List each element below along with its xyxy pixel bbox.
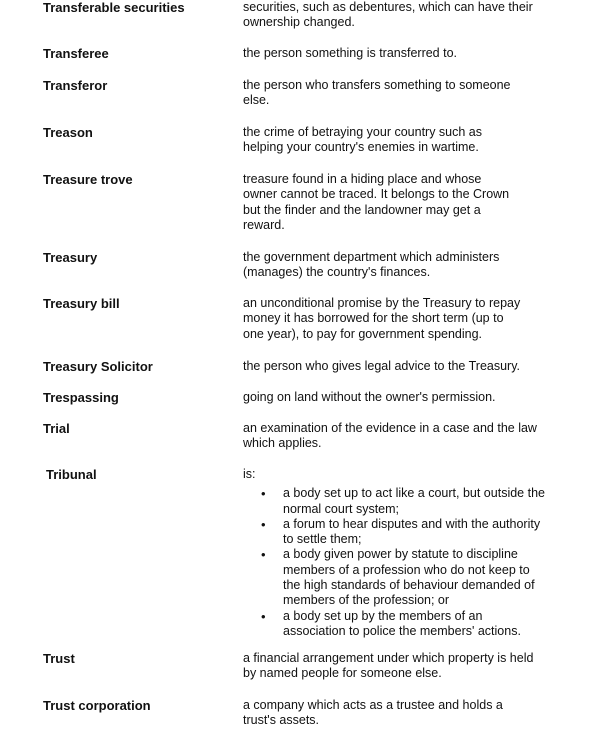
definition-line: which applies. <box>243 436 322 451</box>
bullet-line: a forum to hear disputes and with the authority <box>283 516 541 531</box>
glossary-definition <box>243 390 573 405</box>
glossary-definition <box>243 172 573 233</box>
bullet-line: a body set up by the members of an <box>283 608 483 623</box>
definition-bullet-item <box>243 486 573 517</box>
bullet-line: to settle them; <box>283 532 362 547</box>
glossary-term: Trust corporation <box>43 698 151 713</box>
glossary-definition <box>243 467 573 639</box>
definition-line: ownership changed. <box>243 15 355 30</box>
bullet-line: members of a profession who do not keep to <box>283 562 530 577</box>
glossary-term: Treason <box>43 125 93 140</box>
glossary-term: Trial <box>43 421 70 436</box>
glossary-term: Treasury <box>43 250 98 265</box>
glossary-term: Treasury Solicitor <box>43 359 153 374</box>
glossary-definition <box>243 359 573 374</box>
glossary-definition <box>243 698 573 729</box>
glossary-term: Trust <box>43 651 75 666</box>
bullet-line: a body set up to act like a court, but outside the <box>283 486 545 501</box>
definition-line: a financial arrangement under which property is held <box>243 651 534 665</box>
definition-line: going on land without the owner's permission. <box>243 390 496 404</box>
glossary-term: Transferable securities <box>43 0 185 15</box>
definition-line: trust's assets. <box>243 713 320 728</box>
glossary-definition <box>243 250 573 281</box>
bullet-icon: • <box>261 516 266 532</box>
definition-line: the person something is transferred to. <box>243 46 458 60</box>
glossary-term: Treasury bill <box>43 296 120 311</box>
glossary-definition <box>243 125 573 156</box>
definition-bullet-list <box>243 486 573 639</box>
glossary-definition <box>243 78 573 109</box>
bullet-line: a body given power by statute to discipline <box>283 547 518 562</box>
definition-line: treasure found in a hiding place and whose <box>243 172 482 186</box>
definition-line: a company which acts as a trustee and holds a <box>243 698 503 712</box>
bullet-icon: • <box>261 486 266 502</box>
definition-line: securities, such as debentures, which can have their <box>243 0 533 14</box>
definition-line: owner cannot be traced. It belongs to the Crown <box>243 187 510 202</box>
definition-bullet-item <box>243 517 573 548</box>
glossary-term: Trespassing <box>43 390 119 405</box>
definition-line: the person who gives legal advice to the Treasury. <box>243 359 521 373</box>
glossary-definition <box>243 46 573 61</box>
definition-line: but the finder and the landowner may get a <box>243 202 481 217</box>
definition-line: helping your country's enemies in wartime. <box>243 140 479 155</box>
definition-line: the government department which administers <box>243 250 500 264</box>
definition-line: else. <box>243 93 270 108</box>
glossary-definition <box>243 296 573 342</box>
glossary-term: Tribunal <box>46 467 97 482</box>
definition-line: an examination of the evidence in a case and the law <box>243 421 537 435</box>
bullet-line: normal court system; <box>283 501 400 516</box>
glossary-term: Transferor <box>43 78 108 93</box>
definition-line: one year), to pay for government spending. <box>243 326 483 341</box>
glossary-term: Transferee <box>43 46 109 61</box>
definition-line: reward. <box>243 217 285 232</box>
bullet-line: the high standards of behaviour demanded of <box>283 578 535 593</box>
definition-bullet-item <box>243 609 573 640</box>
bullet-line: association to police the members' actions. <box>283 623 521 638</box>
glossary-term: Treasure trove <box>43 172 133 187</box>
definition-line: by named people for someone else. <box>243 666 442 681</box>
definition-bullet-item <box>243 547 573 608</box>
glossary-definition <box>243 421 573 452</box>
definition-line: the person who transfers something to someone <box>243 78 511 92</box>
definition-line: money it has borrowed for the short term (up to <box>243 311 504 326</box>
definition-line: the crime of betraying your country such as <box>243 125 483 139</box>
bullet-icon: • <box>261 547 266 563</box>
definition-line: is: <box>243 467 256 481</box>
definition-line: (manages) the country's finances. <box>243 265 431 280</box>
definition-line: an unconditional promise by the Treasury to repay <box>243 296 521 310</box>
glossary-definition <box>243 0 573 31</box>
bullet-line: members of the profession; or <box>283 593 450 608</box>
bullet-icon: • <box>261 608 266 624</box>
glossary-definition <box>243 651 573 682</box>
